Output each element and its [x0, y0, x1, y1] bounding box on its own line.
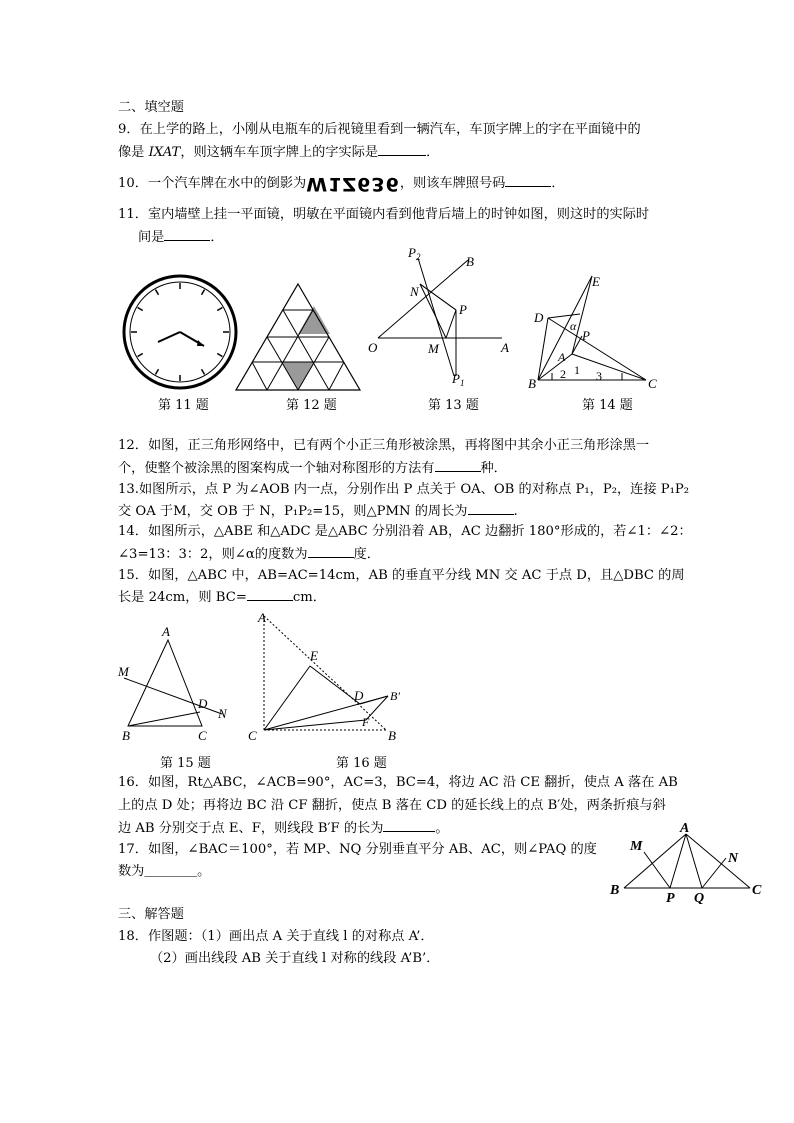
q15-text: 长是 24cm，则 BC= — [118, 590, 247, 605]
clock-tick — [138, 354, 143, 357]
q9-line1: 9．在上学的路上，小刚从电瓶车的后视镜里看到一辆汽车，车顶字牌上的字在平面镜中的 — [118, 122, 641, 137]
fig17-label-P: P — [666, 891, 675, 904]
fig14-label-D: D — [534, 310, 544, 325]
fig17-perpendicular-bisectors — [604, 822, 774, 904]
fig16-label-F: F — [362, 715, 370, 729]
fig17-label-B: B — [610, 883, 620, 898]
q18-line2: （2）画出线段 AB 关于直线 l 对称的线段 A’B’． — [150, 951, 440, 966]
q13-end: . — [513, 504, 518, 519]
q14-line1: 14．如图所示，△ABE 和△ADC 是△ABC 分别沿着 AB，AC 边翻折 180°形成的，若∠1：∠2： — [118, 524, 692, 539]
q15-answer-blank[interactable] — [247, 587, 293, 601]
fig12-caption: 第 12 题 — [286, 398, 337, 413]
fig14-label-1: 1 — [574, 363, 580, 377]
q10-end: ． — [551, 176, 565, 191]
fig13-label-N: N — [410, 284, 419, 299]
q10-line — [118, 173, 565, 193]
q13-line1: 13.如图所示，点 P 为∠AOB 内一点，分别作出 P 点关于 OA、OB 的对称点 P₁，P₂，连接 P₁P₂ — [118, 482, 690, 497]
fig15-label-B: B — [122, 728, 130, 743]
q17-line1: 17．如图，∠BAC＝100°，若 MP、NQ 分别垂直平分 AB、AC，则∠PAQ 的度 — [118, 842, 597, 857]
q16-end: 。 — [435, 821, 449, 836]
q13-line2 — [118, 501, 518, 521]
clock-tick — [217, 354, 222, 357]
q15-line1: 15．如图，△ABC 中，AB=AC=14cm，AB 的垂直平分线 MN 交 AC 于点 D，且△DBC 的周 — [118, 568, 685, 583]
q9-prefix: 像是 — [118, 145, 149, 160]
q13-answer-blank[interactable] — [468, 501, 514, 515]
q10-plate-reflection: W1Z636 — [306, 173, 400, 195]
q12-answer-blank[interactable] — [435, 458, 481, 472]
fig14-caption: 第 14 题 — [582, 398, 633, 413]
q9-line2 — [118, 142, 439, 162]
fig17-label-Q: Q — [694, 891, 705, 904]
q16-line3 — [118, 818, 449, 838]
q10-answer-blank[interactable] — [505, 173, 551, 187]
fig15-label-C: C — [198, 728, 207, 743]
fig11-clock — [118, 272, 242, 392]
fig13-label-P1: $P_1$ — [452, 371, 465, 388]
q16-answer-blank[interactable] — [383, 818, 435, 832]
q12-end: 种． — [480, 461, 507, 476]
fig17-label-M: M — [630, 839, 643, 854]
fig15-caption: 第 15 题 — [160, 756, 211, 771]
fig14-folded-triangles — [526, 270, 664, 392]
fig14-label-B: B — [528, 376, 536, 391]
clock-tick — [202, 369, 205, 374]
fig17-label-A: A — [680, 822, 690, 836]
fig14-label-2: 2 — [560, 367, 566, 381]
fig13-label-P2: $P_2$ — [408, 245, 421, 262]
fig15-label-A: A — [162, 624, 170, 639]
q15-line2 — [118, 587, 326, 607]
fig13-label-P: P — [459, 302, 467, 317]
fig14-label-A: A — [558, 350, 566, 364]
fig16-label-D: D — [354, 688, 364, 703]
fig16-label-C: C — [248, 728, 257, 743]
fig13-label-B: B — [466, 254, 474, 269]
q14-answer-blank[interactable] — [308, 544, 354, 558]
q18-line1: 18．作图题：（1）画出点 A 关于直线 l 的对称点 A’． — [118, 929, 434, 944]
fig14-label-C: C — [648, 376, 657, 391]
section-title-solve: 三、解答题 — [118, 907, 184, 922]
clock-tick — [138, 308, 143, 311]
fig16-caption: 第 16 题 — [336, 756, 387, 771]
q9-mirror-text: IXAT — [148, 145, 181, 160]
q10-prefix: 10．一个汽车牌在水中的倒影为 — [118, 176, 307, 191]
fig17-label-C: C — [752, 883, 762, 898]
section-title-fill-in: 二、填空题 — [118, 100, 184, 115]
fig13-label-O: O — [368, 340, 378, 355]
q16-text: 边 AB 分别交于点 E、F，则线段 B′F 的长为 — [118, 821, 384, 836]
q11-line2 — [138, 227, 224, 247]
fig14-label-E: E — [592, 274, 600, 289]
fig14-label-P: P — [582, 328, 590, 343]
q9-question: ，则这辆车车顶字牌上的字实际是 — [180, 145, 379, 160]
fig15-isosceles-triangle — [116, 622, 236, 744]
q11-end: ． — [210, 230, 224, 245]
clock-tick — [202, 290, 205, 295]
fig13-label-A: A — [501, 340, 509, 355]
fig13-label-M: M — [428, 341, 439, 356]
q13-text: 交 OA 于M，交 OB 于 N，P₁P₂=15，则△PMN 的周长为 — [118, 504, 468, 519]
q14-line2 — [118, 544, 380, 564]
q11-line1: 11．室内墙壁上挂一平面镜，明敏在平面镜内看到他背后墙上的时钟如图，则这时的实际时 — [118, 207, 650, 222]
clock-tick — [217, 308, 222, 311]
q15-end: cm． — [292, 590, 326, 605]
q10-question: ，则该车牌照号码 — [399, 176, 506, 191]
fig14-label-alpha: α — [570, 319, 577, 333]
fig16-label-E: E — [310, 648, 318, 663]
clock-tick — [156, 290, 159, 295]
fig15-label-N: N — [218, 706, 227, 721]
fig17-label-N: N — [728, 851, 739, 866]
fig13-angle-reflection — [364, 244, 514, 390]
q12-line2 — [118, 458, 507, 478]
q9-end: ． — [426, 145, 440, 160]
fig14-label-3: 3 — [596, 369, 602, 383]
q11-answer-blank[interactable] — [164, 227, 210, 241]
fig16-label-B: B — [388, 728, 396, 743]
q12-text: 个，使整个被涂黑的图案构成一个轴对称图形的方法有 — [118, 461, 435, 476]
q12-line1: 12．如图，正三角形网络中，已有两个小正三角形被涂黑，再将图中其余小正三角形涂黑一 — [118, 438, 650, 453]
fig12-triangle-grid — [234, 282, 362, 392]
fig11-caption: 第 11 题 — [158, 398, 209, 413]
q11-prefix: 间是 — [138, 230, 165, 245]
q17-line2: 数为＿＿＿＿。 — [118, 864, 211, 879]
fig13-caption: 第 13 题 — [428, 398, 479, 413]
fig16-label-A: A — [258, 610, 266, 625]
q9-answer-blank[interactable] — [378, 142, 426, 156]
clock-tick — [156, 369, 159, 374]
fig15-label-D: D — [198, 696, 208, 711]
fig15-label-M: M — [118, 664, 129, 679]
q14-text: ∠3=13：3：2，则∠α的度数为 — [118, 547, 308, 562]
q14-end: 度． — [353, 547, 380, 562]
fig16-label-Bprime: B′ — [390, 689, 400, 703]
fig16-folded-right-triangle — [244, 608, 412, 746]
q16-line2: 上的点 D 处；再将边 BC 沿 CF 翻折，使点 B 落在 CD 的延长线上的点 B′处，两条折痕与斜 — [118, 798, 666, 813]
q16-line1: 16．如图，Rt△ABC，∠ACB=90°，AC=3，BC=4，将边 AC 沿 CE 翻折，使点 A 落在 AB — [118, 775, 678, 790]
